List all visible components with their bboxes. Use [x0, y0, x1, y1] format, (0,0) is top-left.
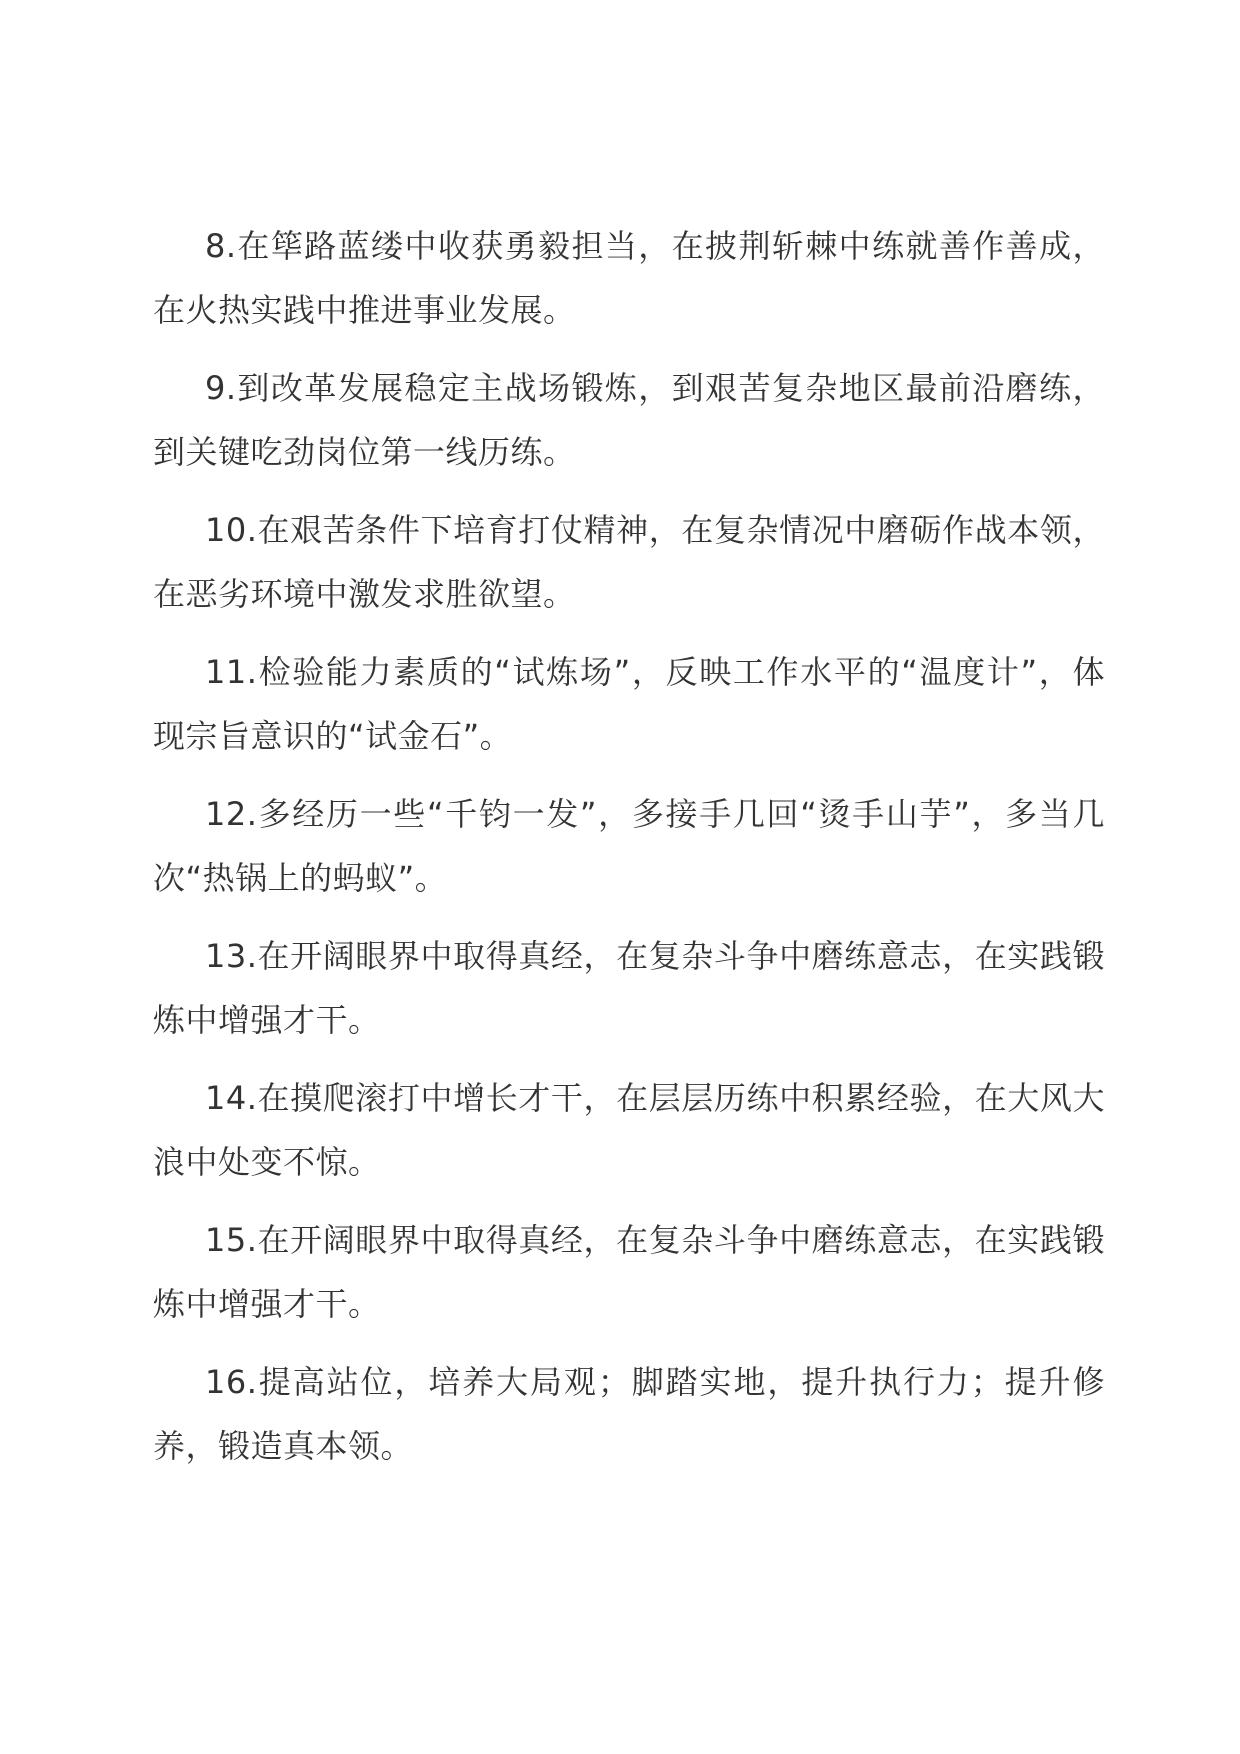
- document-body: [153, 214, 1105, 1492]
- paragraph-15: 15.在开阔眼界中取得真经，在复杂斗争中磨练意志，在实践锻炼中增强才干。: [153, 1221, 1105, 1323]
- paragraph-13: 13.在开阔眼界中取得真经，在复杂斗争中磨练意志，在实践锻炼中增强才干。: [153, 937, 1105, 1039]
- paragraph-8: 8.在筚路蓝缕中收获勇毅担当，在披荆斩棘中练就善作善成，在火热实践中推进事业发展。: [153, 227, 1105, 329]
- paragraph-11: 11.检验能力素质的“试炼场”，反映工作水平的“温度计”，体现宗旨意识的“试金石”。: [153, 653, 1105, 755]
- paragraph-12: 12.多经历一些“千钧一发”，多接手几回“烫手山芋”，多当几次“热锅上的蚂蚁”。: [153, 795, 1105, 897]
- paragraph-10: 10.在艰苦条件下培育打仗精神，在复杂情况中磨砺作战本领，在恶劣环境中激发求胜欲望。: [153, 511, 1105, 613]
- paragraph-16: 16.提高站位，培养大局观；脚踏实地，提升执行力；提升修养，锻造真本领。: [153, 1363, 1105, 1465]
- paragraph-14: 14.在摸爬滚打中增长才干，在层层历练中积累经验，在大风大浪中处变不惊。: [153, 1079, 1105, 1181]
- paragraph-9: 9.到改革发展稳定主战场锻炼，到艰苦复杂地区最前沿磨练，到关键吃劲岗位第一线历练。: [153, 369, 1105, 471]
